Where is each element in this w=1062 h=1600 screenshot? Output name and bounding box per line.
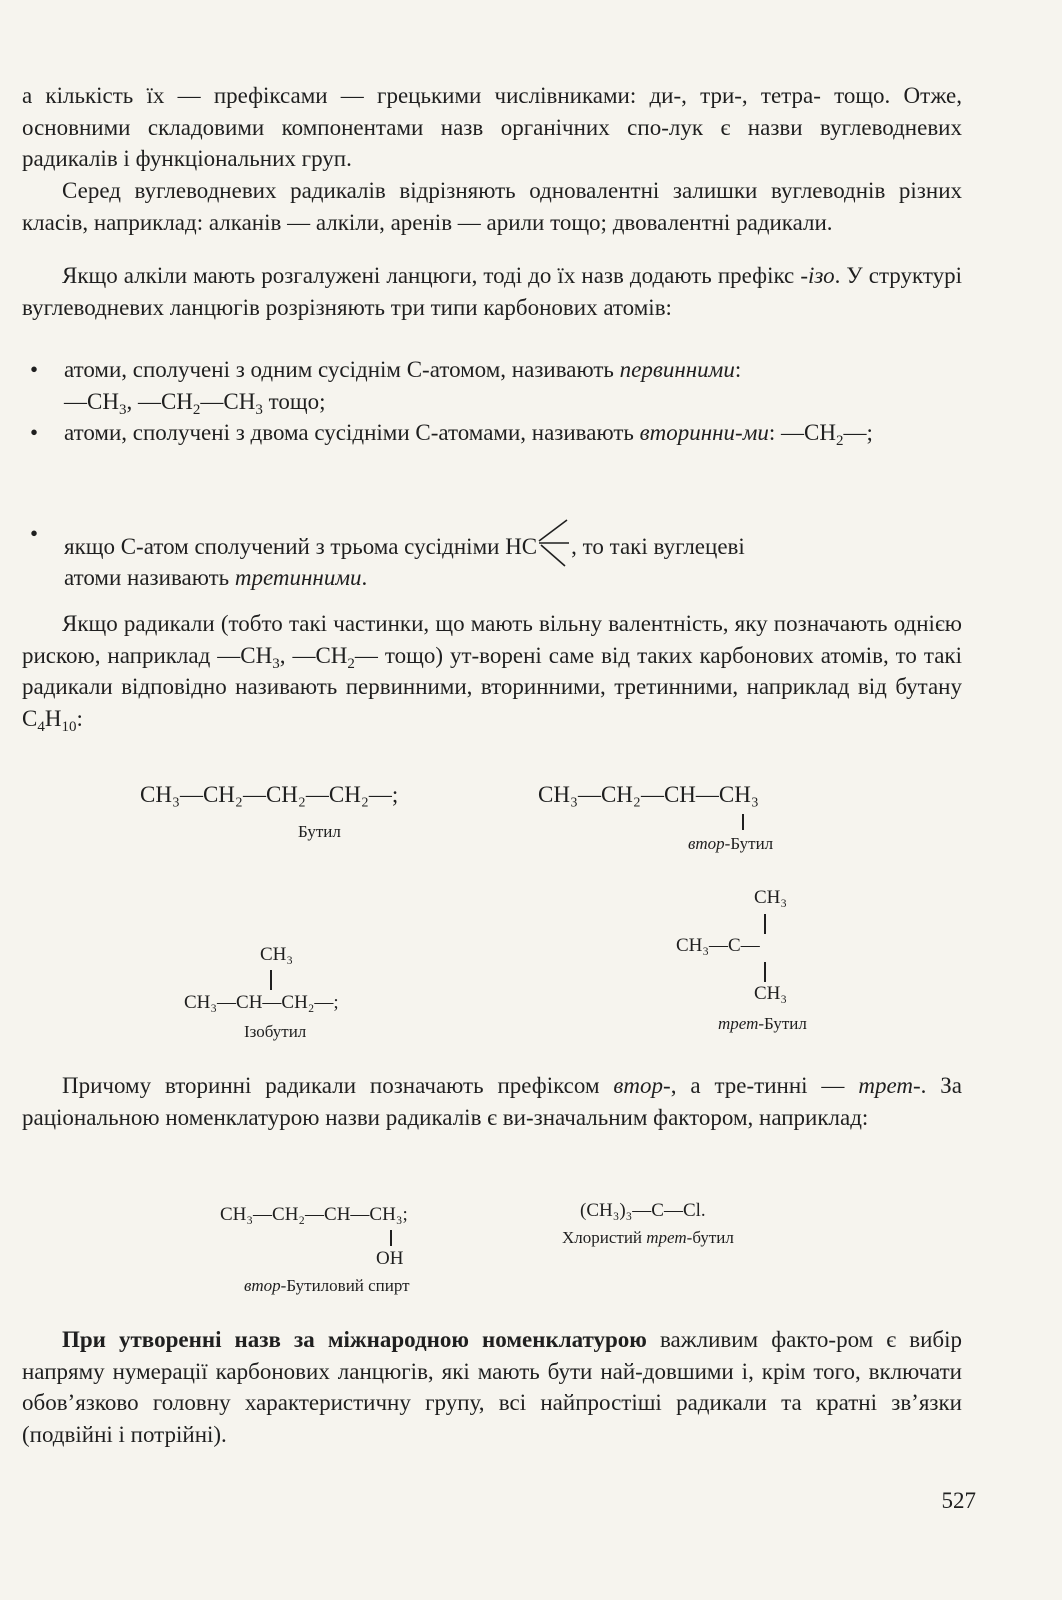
text: . За раціональною номенклатурою назви радикалів є ви-значальним фактором, наприклад: (22, 1073, 963, 1130)
formula-butyl: CH₃—CH₂—CH₂—CH₂—; (140, 782, 399, 807)
subscript: 2 (347, 655, 355, 672)
prefix: трет (718, 1014, 759, 1033)
carbon-types-list (22, 354, 962, 449)
paragraph-radicals (22, 175, 962, 238)
formula-oh: OH (376, 1248, 404, 1269)
text: : (734, 357, 742, 382)
bond-line (764, 962, 766, 982)
formula-sec-butanol: CH₃—CH₂—CH—CH₃; (220, 1204, 408, 1225)
text: —CH (64, 388, 119, 414)
paragraph-intro-text: а кількість їх — префіксами — грецькими числівниками: ди-, три-, тетра- тощо. Отже, основними складовими компонентами назв органічних спо-лук є назви вуглеводневих радикалів і функціональних груп. (22, 83, 962, 171)
prefix-tert: трет- (858, 1073, 921, 1098)
term-primary: первинними (619, 357, 735, 382)
subscript: 4 (37, 718, 45, 735)
text: -Бутил (758, 1014, 807, 1033)
formula-tert-butyl: CH₃—C— (676, 935, 760, 956)
bond-line (742, 814, 744, 830)
formula-tert-top: CH₃ (754, 887, 788, 908)
bullet-dot: • (30, 357, 39, 382)
text: H (44, 705, 62, 731)
text: якщо С-атом сполучений з трьома сусідніми (64, 534, 506, 559)
tertiary-line-2 (64, 562, 367, 594)
text: , то такі вуглецеві (571, 534, 745, 559)
term-tertiary: третинними (234, 565, 362, 590)
subscript: 2 (835, 433, 844, 449)
text: атоми називають (64, 565, 235, 590)
paragraph-prefixes (22, 1070, 962, 1133)
paragraph-iupac (22, 1324, 962, 1450)
text: : —CH (768, 420, 836, 445)
bond-line (270, 970, 272, 990)
text: , —CH (126, 388, 193, 414)
caption-tert-butyl (718, 1014, 807, 1034)
text: , —CH (279, 642, 348, 668)
text: Причому вторинні радикали позначають префіксом (62, 1073, 614, 1098)
bullet-dot: • (30, 420, 39, 445)
text: -бутил (686, 1228, 734, 1247)
subscript: 3 (272, 655, 280, 672)
paragraph-radicals-text: Серед вуглеводневих радикалів відрізняють одновалентні залишки вуглеводнів різних класів, наприклад: алканів — алкіли, аренів — арили тощо; двовалентні радикали. (22, 178, 962, 235)
page-number: 527 (941, 1488, 976, 1513)
text: Якщо радикали (тобто такі частинки, що мають вільну валентність, яку позначають однією рискою, наприклад —CH (22, 611, 962, 668)
text: важливим факто-ром є вибір напряму нумерації карбонових ланцюгів, які мають бути най-довшими і, крім того, включати обов’язково головну характеристичну групу, всі найпростіші радикали та кратні зв’язки (подвійні і потрійні). (22, 1327, 962, 1447)
prefix: втор (244, 1276, 281, 1295)
paragraph-intro (22, 80, 962, 175)
text: . У структурі вуглеводневих ланцюгів розрізняють три типи карбонових атомів: (22, 263, 962, 320)
subscript: 2 (192, 401, 201, 418)
bond-line (764, 914, 766, 934)
bold-heading: При утворенні назв за міжнародною номенклатурою (62, 1327, 647, 1352)
caption-butyl: Бутил (298, 822, 341, 841)
caption-sec-butanol (244, 1276, 410, 1296)
text: -Бутил (724, 834, 774, 853)
term-secondary: вторинни-ми (639, 420, 769, 445)
subscript: 10 (61, 718, 77, 735)
text: —CH (200, 388, 256, 414)
text: -Бутиловий спирт (280, 1276, 410, 1295)
formula-sec-butyl: CH₃—CH₂—CH—CH₃ (538, 782, 759, 807)
formula-primary (64, 386, 962, 418)
bullet-dot: • (30, 521, 39, 546)
text: : (76, 705, 83, 731)
text: тощо; (262, 388, 326, 414)
iso-prefix: -ізо (800, 263, 835, 288)
formula-tert-butyl-chloride: (CH₃)₃—C—Cl. (580, 1200, 706, 1221)
subscript: 3 (255, 401, 263, 418)
text: атоми, сполучені з двома сусідніми С-атомами, називають (64, 420, 640, 445)
hc-symbol: HC (505, 534, 538, 559)
text: , а тре-тинні — (670, 1073, 859, 1098)
list-item-primary (22, 354, 962, 417)
paragraph-branched (22, 260, 962, 323)
text: Хлористий (562, 1228, 647, 1247)
caption-tert-butyl-chloride (562, 1228, 734, 1248)
text: — тощо) ут-ворені саме від таких карбонових атомів, то такі радикали відповідно називають первинними, вторинними, третинними, наприклад від бутану C (22, 642, 962, 731)
subscript: 3 (118, 401, 127, 418)
text: атоми, сполучені з одним сусіднім С-атомом, називають (64, 357, 620, 382)
formula-tert-bottom: CH₃ (754, 983, 788, 1004)
text: . (361, 565, 368, 590)
tertiary-line (64, 518, 745, 568)
text: —; (843, 420, 873, 445)
branch-bonds-icon (537, 518, 571, 568)
paragraph-radical-types (22, 608, 962, 734)
prefix-sec: втор- (613, 1073, 671, 1098)
caption-isobutyl: Ізобутил (244, 1022, 307, 1041)
prefix: трет (646, 1228, 687, 1247)
list-item-secondary (22, 417, 962, 449)
caption-sec-butyl (688, 834, 773, 854)
prefix: втор (688, 834, 725, 853)
bond-line (390, 1230, 392, 1246)
formula-iso-top: CH₃ (260, 944, 294, 965)
formula-isobutyl: CH₃—CH—CH₂—; (184, 992, 339, 1013)
text: Якщо алкіли мають розгалужені ланцюги, тоді до їх назв додають префікс (62, 263, 801, 288)
